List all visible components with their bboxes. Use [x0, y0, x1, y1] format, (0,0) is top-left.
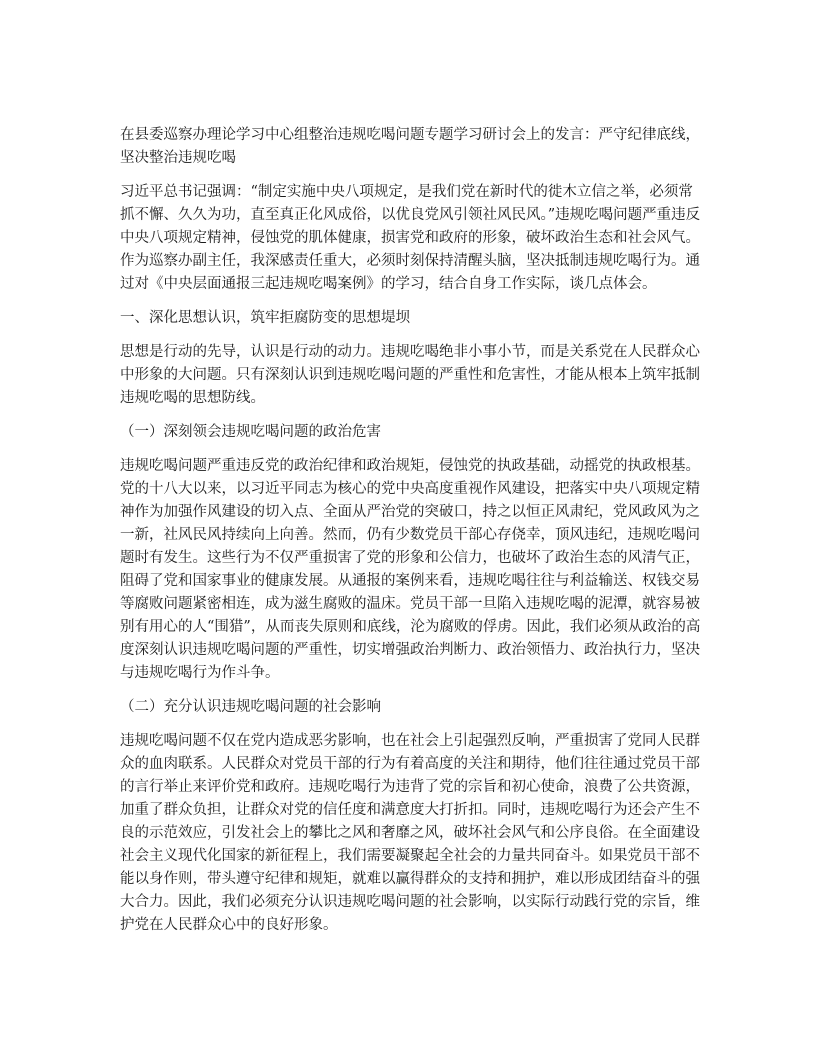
document-page [120, 124, 704, 948]
subsection-heading-2: （二）充分认识违规吃喝问题的社会影响 [120, 699, 381, 715]
intro-paragraph: 习近平总书记强调：“制定实施中央八项规定，是我们党在新时代的徙木立信之举，必须常抓不懈、久久为功，直至真正化风成俗，以优良党风引领社风民风。”违规吃喝问题严重违反中央八项规定精神，侵蚀党的肌体健康，损害党和政府的形象，破坏政治生态和社会风气。作为巡察办副主任，我深感责任重大，必须时刻保持清醒头脑，坚决抵制违规吃喝行为。通过对《中央层面通报三起违规吃喝案例》的学习，结合自身工作实际，谈几点体会。 [120, 184, 701, 292]
section-1-paragraph: 思想是行动的先导，认识是行动的动力。违规吃喝绝非小事小节，而是关系党在人民群众心中形象的大问题。只有深刻认识到违规吃喝问题的严重性和危害性，才能从根本上筑牢抵制违规吃喝的思想防线。 [120, 344, 700, 406]
subsection-1-paragraph: 违规吃喝问题严重违反党的政治纪律和政治规矩，侵蚀党的执政基础，动摇党的执政根基。党的十八大以来，以习近平同志为核心的党中央高度重视作风建设，把落实中央八项规定精神作为加强作风建设的切入点、全面从严治党的突破口，持之以恒正风肃纪，党风政风为之一新，社风民风持续向上向善。然而，仍有少数党员干部心存侥幸，顶风违纪，违规吃喝问题时有发生。这些行为不仅严重损害了党的形象和公信力，也破坏了政治生态的风清气正，阻碍了党和国家事业的健康发展。从通报的案例来看，违规吃喝往往与利益输送、权钱交易等腐败问题紧密相连，成为滋生腐败的温床。党员干部一旦陷入违规吃喝的泥潭，就容易被别有用心的人“围猎”，从而丧失原则和底线，沦为腐败的俘虏。因此，我们必须从政治的高度深刻认识违规吃喝问题的严重性，切实增强政治判断力、政治领悟力、政治执行力，坚决与违规吃喝行为作斗争。 [120, 458, 701, 681]
subsection-heading-1: （一）深刻领会违规吃喝问题的政治危害 [120, 424, 381, 440]
subsection-2-paragraph: 违规吃喝问题不仅在党内造成恶劣影响，也在社会上引起强烈反响，严重损害了党同人民群众的血肉联系。人民群众对党员干部的行为有着高度的关注和期待，他们往往通过党员干部的言行举止来评价党和政府。违规吃喝行为违背了党的宗旨和初心使命，浪费了公共资源，加重了群众负担，让群众对党的信任度和满意度大打折扣。同时，违规吃喝行为还会产生不良的示范效应，引发社会上的攀比之风和奢靡之风，破坏社会风气和公序良俗。在全面建设社会主义现代化国家的新征程上，我们需要凝聚起全社会的力量共同奋斗。如果党员干部不能以身作则，带头遵守纪律和规矩，就难以赢得群众的支持和拥护，难以形成团结奋斗的强大合力。因此，我们必须充分认识违规吃喝问题的社会影响，以实际行动践行党的宗旨，维护党在人民群众心中的良好形象。 [120, 733, 700, 933]
document-title: 在县委巡察办理论学习中心组整治违规吃喝问题专题学习研讨会上的发言：严守纪律底线，坚决整治违规吃喝 [120, 127, 700, 166]
section-heading-1: 一、深化思想认识，筑牢拒腐防变的思想堤坝 [120, 310, 410, 326]
